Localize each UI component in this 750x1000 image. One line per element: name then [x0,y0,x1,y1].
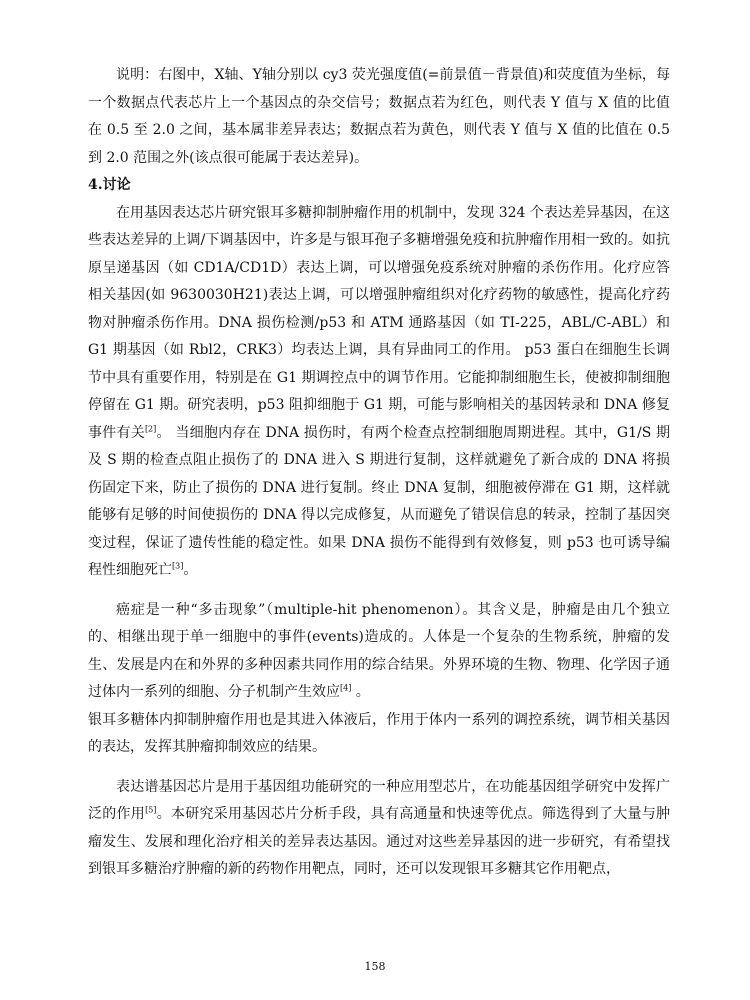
discussion-text-1b: 。 当细胞内存在 DNA 损伤时，有两个检查点控制细胞周期进程。其中，G1/S 期及 S 期的检查点阻止损伤了的 DNA 进入 S 期进行复制，这样就避免了新合成的 DNA 将损伤固定下来，防止了损伤的 DNA 进行复制。终止 DNA 复制，细胞被停滞在 G1 期，这样就能够有足够的时间使损伤的 DNA 得以完成修复，从而避免了错误信息的转录，控制了基因突变过程，保证了遗传性能的稳定性。如果 DNA 损伤不能得到有效修复，则 p53 也可诱导编程性细胞死亡 [88,424,670,578]
paragraph-gap [88,762,670,774]
discussion-text-4b: 。本研究采用基因芯片分析手段，具有高通量和快速等优点。筛选得到了大量与肿瘤发生、发展和理化治疗相关的差异表达基因。通过对这些差异基因的进一步研究，有希望找到银耳多糖治疗肿瘤的新的药物作用靶点，同时，还可以发现银耳多糖其它作用靶点， [88,806,671,877]
discussion-text-4a: 表达谱基因芯片是用于基因组功能研究的一种应用型芯片，在功能基因组学研究中发挥广泛的作用 [88,778,670,822]
discussion-paragraph-4 [88,774,670,884]
discussion-paragraph-3 [88,707,670,762]
figure-note-text: 说明：右图中，X轴、Y轴分别以 cy3 荧光强度值(=前景值－背景值)和荧度值为坐标，每一个数据点代表芯片上一个基因点的杂交信号；数据点若为红色，则代表 Y 值与 X 值的比值在 0.5 至 2.0 之间，基本属非差异表达；数据点若为黄色，则代表 Y 值与 X 值的比值在 0.5 到 2.0 范围之外(该点很可能属于表达差异)。 [88,67,670,166]
discussion-text-3: 银耳多糖体内抑制肿瘤作用也是其进入体液后，作用于体内一系列的调控系统，调节相关基因的表达，发挥其肿瘤抑制效应的结果。 [88,711,670,755]
discussion-paragraph-2 [88,597,670,707]
citation-2: [2] [144,423,157,433]
discussion-paragraph-1 [88,200,670,585]
paragraph-gap [88,585,670,597]
figure-note-paragraph [88,62,670,172]
section-heading: 4.讨论 [88,177,131,193]
citation-4: [4] [340,683,352,693]
body-text [88,62,670,884]
page-number: 158 [364,960,386,973]
discussion-text-1: 在用基因表达芯片研究银耳多糖抑制肿瘤作用的机制中，发现 324 个表达差异基因，在这些表达差异的上调/下调基因中，许多是与银耳孢子多糖增强免疫和抗肿瘤作用相一致的。如抗原呈递基因（如 CD1A/CD1D）表达上调，可以增强免疫系统对肿瘤的杀伤作用。化疗应答相关基因(如 9630030H21)表达上调，可以增强肿瘤组织对化疗药物的敏感性，提高化疗药物对肿瘤杀伤作用。DNA 损伤检测/p53 和 ATM 通路基因（如 TI-225，ABL/C-ABL）和 G1 期基因（如 Rbl2，CRK3）均表达上调，具有异曲同工的作用。 p53 蛋白在细胞生长调节中具有重要作用，特别是在 G1 期调控点中的调节作用。它能抑制细胞生长，使被抑制细胞停留在 G1 期。研究表明，p53 阻抑细胞于 G1 期，可能与影响相关的基因转录和 DNA 修复事件有关 [88,204,670,441]
discussion-text-2b: 。 [351,684,370,700]
discussion-text-2a: 癌症是一种“多击现象”（multiple-hit phenomenon）。其含义是，肿瘤是由几个独立的、相继出现于单一细胞中的事件(events)造成的。人体是一个复杂的生物系统，肿瘤的发生、发展是内在和外界的多种因素共同作用的综合结果。外界环境的生物、物理、化学因子通过体内一系列的细胞、分子机制产生效应 [88,601,670,700]
citation-3: [3] [172,561,184,571]
discussion-text-1c: 。 [183,562,198,578]
citation-5: [5] [145,805,157,815]
